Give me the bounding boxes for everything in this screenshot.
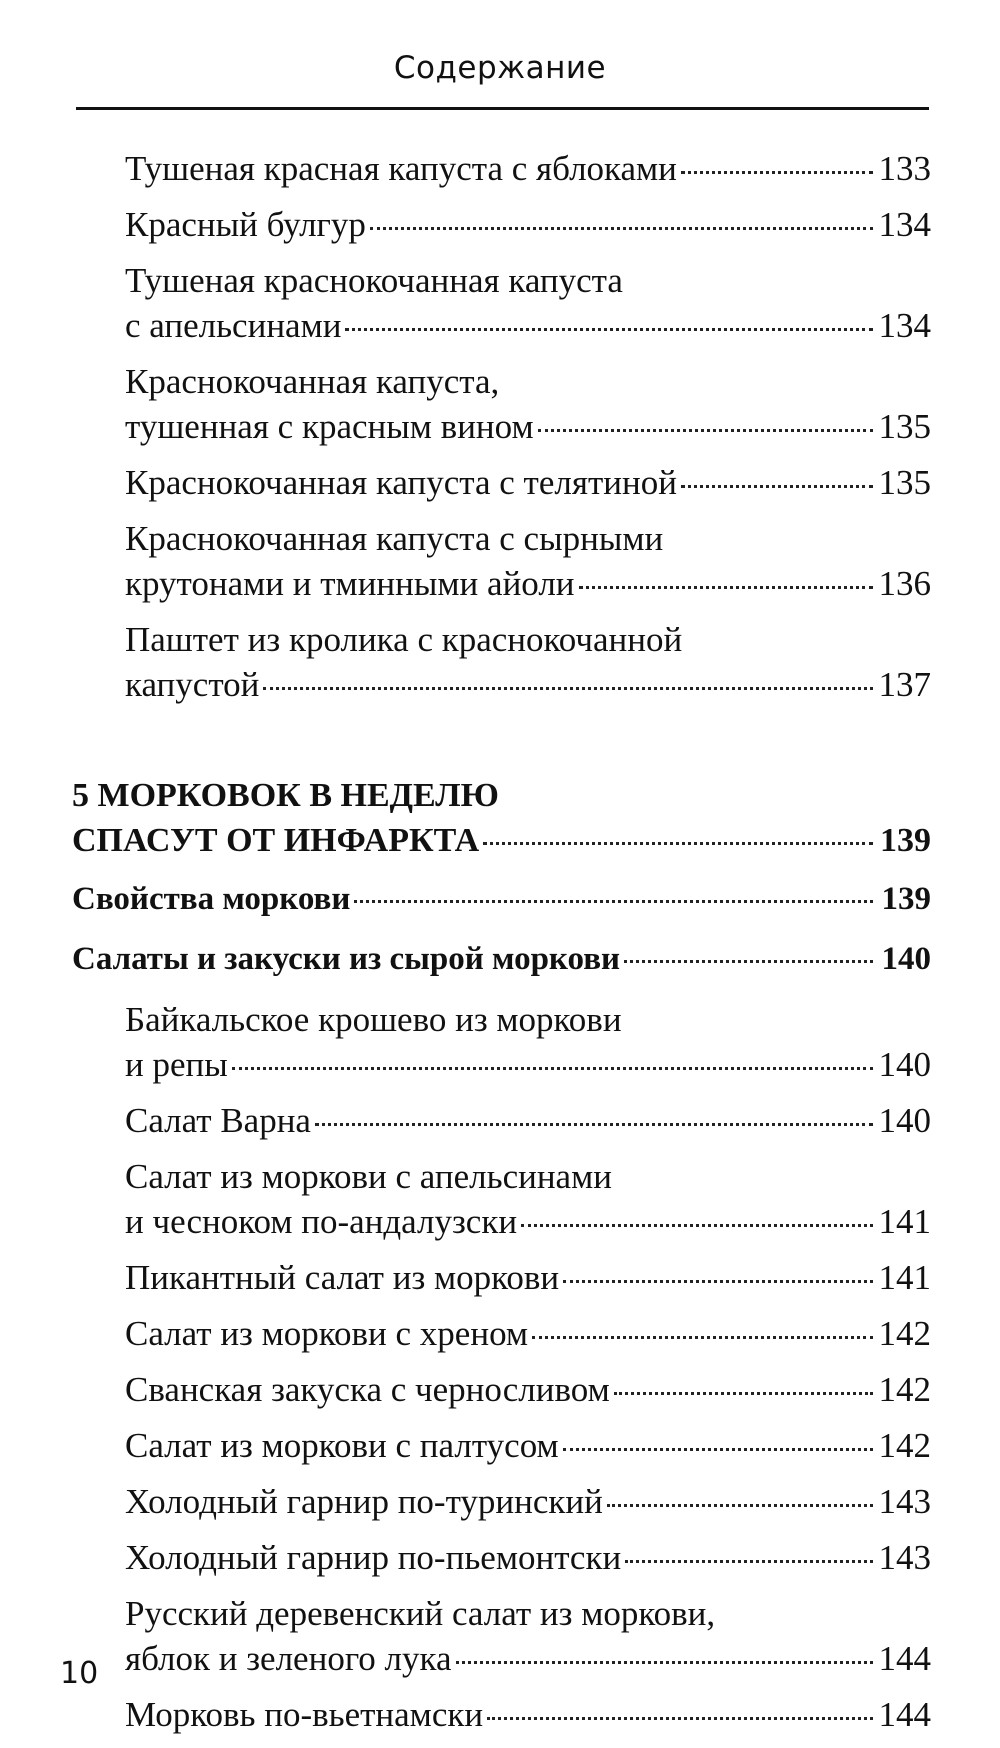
toc-entry-title-line: и репы: [125, 1045, 228, 1084]
dot-leader: [487, 1717, 872, 1720]
toc-entry: [72, 877, 931, 922]
dot-leader: [579, 586, 873, 589]
toc-entry-title-line: Тушеная красная капуста с яблоками: [125, 149, 677, 188]
toc-entry-page-number: 143: [878, 1482, 931, 1521]
toc-entry-last-line: [125, 460, 931, 505]
toc-entry-title-line: Краснокочанная капуста,: [125, 362, 500, 401]
toc-entry-last-line: [72, 818, 931, 863]
toc-entry: [72, 1154, 931, 1244]
toc-entry-page-number: 136: [878, 564, 931, 603]
toc-entry-title-line: Холодный гарнир по-туринский: [125, 1482, 603, 1521]
toc-entry: [72, 617, 931, 707]
toc-entry-title-line: яблок и зеленого лука: [125, 1639, 452, 1678]
toc-entry-last-line: [125, 1098, 931, 1143]
toc-entry-title-line: и чесноком по-андалузски: [125, 1202, 518, 1241]
toc-entry-page-number: 144: [878, 1639, 931, 1678]
toc-entry-last-line: [125, 202, 931, 247]
toc-entry: [72, 258, 931, 348]
toc-entry-last-line: [125, 1042, 931, 1087]
toc-entry: [72, 146, 931, 191]
toc-entry-page-number: 134: [878, 205, 931, 244]
toc-entry-page-number: 134: [878, 306, 931, 345]
toc-entry-title-line: СПАСУТ ОТ ИНФАРКТА: [72, 822, 480, 859]
toc-entry: [72, 1692, 931, 1737]
toc-entry-title-line: Русский деревенский салат из моркови,: [125, 1594, 716, 1633]
table-of-contents: [72, 146, 931, 1748]
dot-leader: [681, 485, 873, 488]
toc-entry-last-line: [72, 937, 931, 982]
dot-leader: [563, 1448, 873, 1451]
toc-entry-title-line: Салат из моркови с палтусом: [125, 1426, 559, 1465]
dot-leader: [345, 328, 872, 331]
toc-entry-title-line: Краснокочанная капуста с телятиной: [125, 463, 677, 502]
toc-entry-title-line: Краснокочанная капуста с сырными: [125, 519, 664, 558]
page-number: 10: [60, 1656, 99, 1691]
toc-entry-title-line: 5 МОРКОВОК В НЕДЕЛЮ: [72, 777, 499, 814]
dot-leader: [625, 1560, 872, 1563]
running-head: Содержание: [393, 50, 607, 86]
dot-leader: [354, 900, 873, 903]
toc-entry-last-line: [125, 1535, 931, 1580]
toc-entry: [72, 1311, 931, 1356]
toc-entry-page-number: 140: [878, 1045, 931, 1084]
toc-entry-last-line: [125, 303, 931, 348]
toc-entry-page-number: 141: [878, 1258, 931, 1297]
toc-entry-page-number: 141: [878, 1202, 931, 1241]
toc-entry-title-line: Морковь по-вьетнамски: [125, 1695, 484, 1734]
toc-entry-title-line: Салаты и закуски из сырой моркови: [72, 941, 621, 977]
toc-entry-title-line: капустой: [125, 665, 260, 704]
toc-entry-last-line: [125, 1199, 931, 1244]
toc-entry: [72, 1423, 931, 1468]
toc-entry-last-line: [72, 877, 931, 922]
dot-leader: [483, 842, 873, 845]
dot-leader: [456, 1661, 873, 1664]
toc-entry-title-line: тушенная с красным вином: [125, 407, 534, 446]
toc-entry-page-number: 142: [878, 1426, 931, 1465]
toc-entry-title-line: Салат Варна: [125, 1101, 311, 1140]
toc-entry-title-line: крутонами и тминными айоли: [125, 564, 575, 603]
toc-entry: [72, 1479, 931, 1524]
toc-entry-title-line: Салат из моркови с апельсинами: [125, 1157, 612, 1196]
toc-entry-title-line: Сванская закуска с черносливом: [125, 1370, 610, 1409]
header-rule: [76, 107, 929, 110]
dot-leader: [315, 1123, 873, 1126]
dot-leader: [232, 1067, 873, 1070]
toc-entry-page-number: 139: [881, 881, 931, 917]
dot-leader: [614, 1392, 873, 1395]
toc-entry-page-number: 140: [881, 941, 931, 977]
dot-leader: [370, 227, 873, 230]
toc-entry-page-number: 135: [878, 463, 931, 502]
toc-entry-last-line: [125, 404, 931, 449]
toc-entry-title-line: Свойства моркови: [72, 881, 351, 917]
dot-leader: [681, 171, 873, 174]
toc-entry-last-line: [125, 1636, 931, 1681]
toc-entry-last-line: [125, 1255, 931, 1300]
toc-entry-page-number: 144: [878, 1695, 931, 1734]
toc-entry-page-number: 133: [878, 149, 931, 188]
dot-leader: [607, 1504, 873, 1507]
toc-entry-title-line: Тушеная краснокочанная капуста: [125, 261, 623, 300]
toc-entry-last-line: [125, 146, 931, 191]
toc-entry-title-line: с апельсинами: [125, 306, 342, 345]
dot-leader: [263, 687, 872, 690]
toc-entry-title-line: Красный булгур: [125, 205, 366, 244]
toc-entry-page-number: 139: [880, 822, 931, 859]
toc-entry: [72, 937, 931, 982]
toc-entry-title-line: Салат из моркови с хреном: [125, 1314, 529, 1353]
toc-entry: [72, 1367, 931, 1412]
toc-entry: [72, 1591, 931, 1681]
dot-leader: [538, 429, 873, 432]
toc-entry: [72, 460, 931, 505]
toc-entry: [72, 1535, 931, 1580]
toc-entry-page-number: 135: [878, 407, 931, 446]
toc-entry-last-line: [125, 662, 931, 707]
toc-entry-page-number: 143: [878, 1538, 931, 1577]
toc-entry: [72, 773, 931, 863]
toc-entry: [72, 516, 931, 606]
toc-entry-last-line: [125, 1692, 931, 1737]
dot-leader: [563, 1280, 872, 1283]
toc-entry-last-line: [125, 1311, 931, 1356]
toc-entry-last-line: [125, 1479, 931, 1524]
toc-entry: [72, 997, 931, 1087]
toc-entry-page-number: 140: [878, 1101, 931, 1140]
toc-entry-title-line: Холодный гарнир по-пьемонтски: [125, 1538, 622, 1577]
dot-leader: [521, 1224, 872, 1227]
toc-entry: [72, 202, 931, 247]
dot-leader: [532, 1336, 872, 1339]
dot-leader: [624, 960, 873, 963]
toc-entry-last-line: [125, 1367, 931, 1412]
toc-entry-last-line: [125, 1423, 931, 1468]
toc-entry-last-line: [125, 561, 931, 606]
toc-entry-title-line: Пикантный салат из моркови: [125, 1258, 560, 1297]
toc-entry: [72, 1098, 931, 1143]
toc-entry-title-line: Паштет из кролика с краснокочанной: [125, 620, 683, 659]
toc-entry-page-number: 137: [878, 665, 931, 704]
toc-entry-page-number: 142: [878, 1314, 931, 1353]
toc-entry-title-line: Байкальское крошево из моркови: [125, 1000, 622, 1039]
toc-entry: [72, 1255, 931, 1300]
toc-entry: [72, 359, 931, 449]
toc-entry-page-number: 142: [878, 1370, 931, 1409]
